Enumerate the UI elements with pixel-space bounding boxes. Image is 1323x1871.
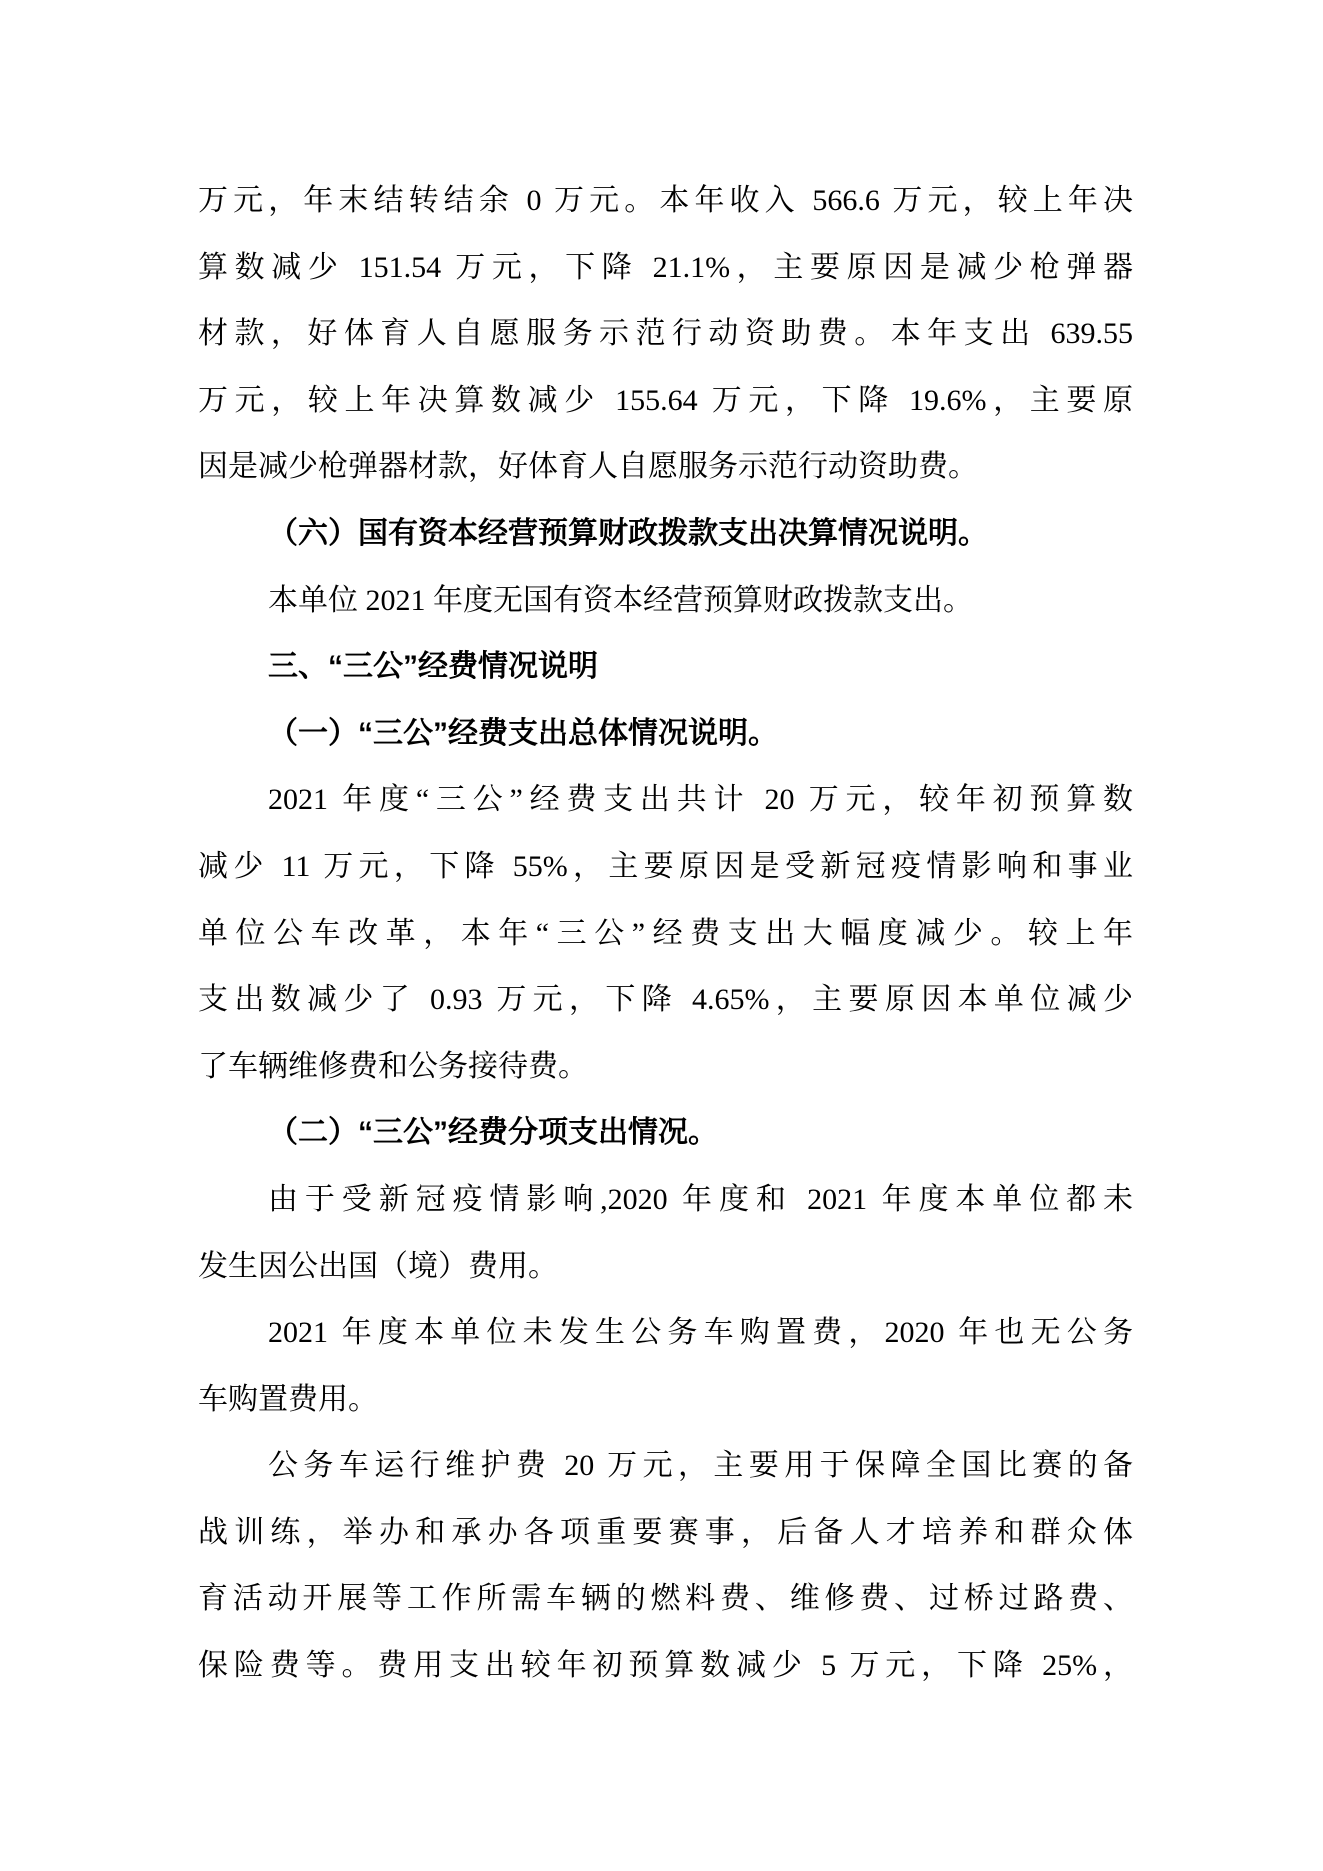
paragraph-line: 公务车运行维护费 20 万元，主要用于保障全国比赛的备 (268, 1449, 1133, 1483)
document-text-block (198, 168, 1133, 1700)
paragraph-line: 发生因公出国（境）费用。 (198, 1249, 558, 1283)
paragraph-line: 2021 年度“三公”经费支出共计 20 万元，较年初预算数 (268, 783, 1133, 817)
paragraph-line: 车购置费用。 (198, 1382, 378, 1416)
paragraph-line: 了车辆维修费和公务接待费。 (198, 1049, 588, 1083)
paragraph-line: 材款，好体育人自愿服务示范行动资助费。本年支出 639.55 (198, 317, 1133, 351)
paragraph-line: 由于受新冠疫情影响,2020 年度和 2021 年度本单位都未 (268, 1182, 1133, 1216)
paragraph-line: 算数减少 151.54 万元，下降 21.1%，主要原因是减少枪弹器 (198, 250, 1133, 284)
paragraph-line: 保险费等。费用支出较年初预算数减少 5 万元，下降 25%， (198, 1649, 1133, 1683)
paragraph-line: 因是减少枪弹器材款，好体育人自愿服务示范行动资助费。 (198, 450, 978, 484)
paragraph-line: 万元，较上年决算数减少 155.64 万元，下降 19.6%，主要原 (198, 383, 1133, 417)
paragraph-line: 单位公车改革，本年“三公”经费支出大幅度减少。较上年 (198, 916, 1133, 950)
paragraph-line: 育活动开展等工作所需车辆的燃料费、维修费、过桥过路费、 (198, 1582, 1133, 1616)
section-heading: （一）“三公”经费支出总体情况说明。 (268, 716, 778, 750)
paragraph-line: 万元，年末结转结余 0 万元。本年收入 566.6 万元，较上年决 (198, 184, 1133, 217)
paragraph-line: 减少 11 万元，下降 55%，主要原因是受新冠疫情影响和事业 (198, 849, 1133, 883)
paragraph-line: 支出数减少了 0.93 万元，下降 4.65%，主要原因本单位减少 (198, 983, 1133, 1017)
section-heading: 三、“三公”经费情况说明 (268, 650, 598, 684)
paragraph-line: 战训练，举办和承办各项重要赛事，后备人才培养和群众体 (198, 1515, 1133, 1549)
section-heading: （二）“三公”经费分项支出情况。 (268, 1116, 718, 1150)
section-heading: （六）国有资本经营预算财政拨款支出决算情况说明。 (268, 516, 988, 550)
paragraph-line: 本单位 2021 年度无国有资本经营预算财政拨款支出。 (268, 583, 973, 617)
paragraph-line: 2021 年度本单位未发生公务车购置费，2020 年也无公务 (268, 1316, 1133, 1350)
